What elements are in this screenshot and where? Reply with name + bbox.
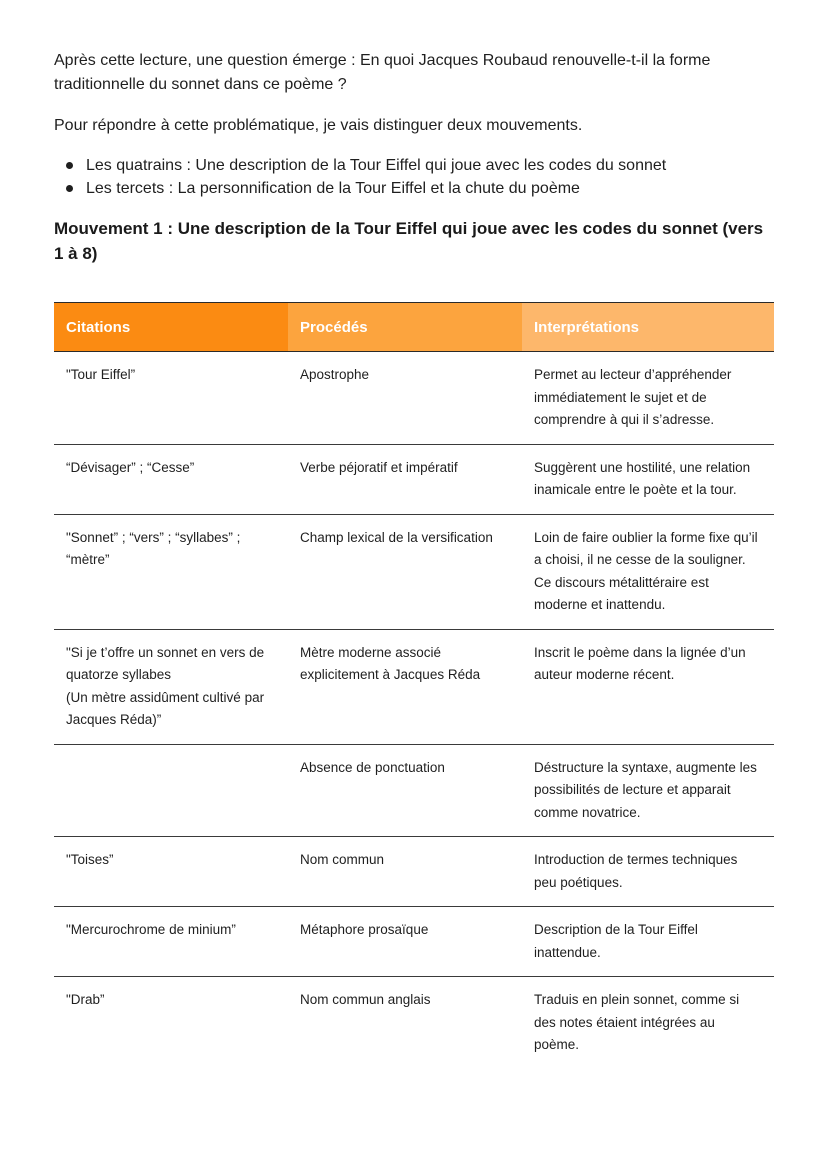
list-item (54, 177, 774, 200)
citation-line: "Drab” (66, 992, 105, 1007)
movement-label: Les quatrains : Une description de la Tour Eiffel qui joue avec les codes du sonnet (86, 157, 667, 174)
table-header-row (54, 303, 774, 352)
table-row (54, 629, 774, 744)
citation-cell (54, 837, 288, 907)
bullet-icon (66, 162, 73, 169)
list-item (54, 154, 774, 177)
table-row (54, 837, 774, 907)
interpretation-cell: Permet au lecteur d’appréhender immédiatement le sujet et de comprendre à qui il s’adresse. (522, 352, 774, 445)
interpretation-cell: Inscrit le poème dans la lignée d’un auteur moderne récent. (522, 629, 774, 744)
analysis-table (54, 302, 774, 1069)
citation-cell (54, 907, 288, 977)
procede-cell: Apostrophe (288, 352, 522, 445)
citation-line: (Un mètre assidûment cultivé par Jacques Réda)” (66, 689, 265, 727)
citation-line: “Dévisager” ; “Cesse” (66, 459, 195, 475)
citation-line: "Toises” (66, 852, 114, 867)
interpretation-cell: Traduis en plein sonnet, comme si des notes étaient intégrées au poème. (534, 992, 740, 1052)
movement-list (54, 154, 774, 200)
table-row (54, 514, 774, 629)
header-procedes: Procédés (288, 303, 522, 352)
intro-question: Après cette lecture, une question émerge : En quoi Jacques Roubaud renouvelle-t-il la forme traditionnelle du sonnet dans ce poème ? (54, 52, 711, 93)
intro-plan: Pour répondre à cette problématique, je vais distinguer deux mouvements. (54, 117, 583, 134)
interpretation-cell: Suggèrent une hostilité, une relation inamicale entre le poète et la tour. (522, 444, 774, 514)
header-citations: Citations (54, 303, 288, 352)
citation-cell (54, 514, 288, 629)
bullet-icon (66, 185, 73, 192)
procede-cell: Mètre moderne associé explicitement à Jacques Réda (288, 629, 522, 744)
procede-cell: Champ lexical de la versification (288, 514, 522, 629)
citation-line: "Tour Eiffel” (66, 367, 136, 382)
table-row (54, 907, 774, 977)
procede-cell: Métaphore prosaïque (288, 907, 522, 977)
citation-cell (54, 629, 288, 744)
table-row (54, 352, 774, 445)
section-heading: Mouvement 1 : Une description de la Tour Eiffel qui joue avec les codes du sonnet (vers 1 à 8) (54, 219, 764, 263)
citation-cell (54, 744, 288, 837)
citation-cell (54, 977, 288, 1069)
interpretation-cell: Loin de faire oublier la forme fixe qu’il a choisi, il ne cesse de la souligner. Ce discours métalittéraire est moderne et inattendu. (522, 514, 774, 629)
header-interpretations: Interprétations (522, 303, 774, 352)
table-row (54, 744, 774, 837)
procede-cell: Nom commun anglais (300, 992, 431, 1007)
citation-cell (54, 444, 288, 514)
interpretation-cell: Déstructure la syntaxe, augmente les possibilités de lecture et apparait comme novatrice. (522, 744, 774, 837)
table-row (54, 977, 774, 1069)
movement-label: Les tercets : La personnification de la Tour Eiffel et la chute du poème (86, 180, 580, 197)
interpretation-cell: Introduction de termes techniques peu poétiques. (522, 837, 774, 907)
procede-cell: Absence de ponctuation (288, 744, 522, 837)
procede-cell: Nom commun (288, 837, 522, 907)
interpretation-cell: Description de la Tour Eiffel inattendue. (522, 907, 774, 977)
citation-line: "Sonnet” ; “vers” ; “syllabes” ; “mètre” (66, 529, 241, 567)
citation-cell (54, 352, 288, 445)
procede-cell: Verbe péjoratif et impératif (288, 444, 522, 514)
citation-line: "Si je t’offre un sonnet en vers de quatorze syllabes (66, 644, 265, 682)
table-row (54, 444, 774, 514)
citation-line: "Mercurochrome de minium” (66, 922, 236, 937)
